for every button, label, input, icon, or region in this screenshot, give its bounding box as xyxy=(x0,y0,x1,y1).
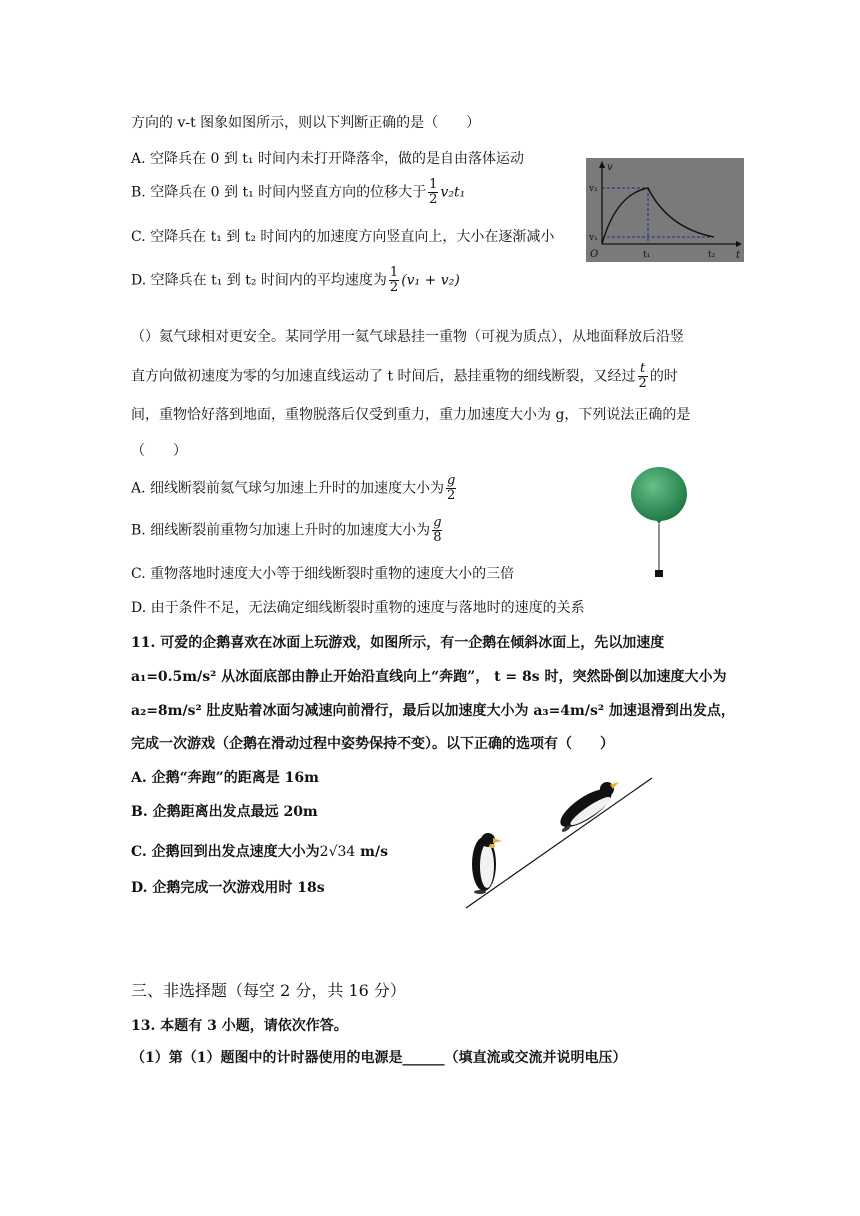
balloon-figure xyxy=(628,466,690,580)
sliding-penguin-icon xyxy=(552,775,626,835)
line2-end: 的时 xyxy=(649,368,678,385)
option-b-text: B. 细线断裂前重物匀加速上升时的加速度大小为 xyxy=(131,522,431,539)
graph-background xyxy=(586,158,744,262)
fraction: $\frac{g}{2}$ xyxy=(447,473,456,503)
balloon-knot xyxy=(656,520,662,524)
q13-intro: 13. 本题有 3 小题，请依次作答。 xyxy=(131,1018,348,1034)
vt-graph-figure xyxy=(586,158,744,262)
question-balloon-line3: 间，重物恰好落到地面，重物脱落后仅受到重力，重力加速度大小为 g，下列说法正确的是 xyxy=(131,407,691,423)
option-d-expr: (v₁ + v₂) xyxy=(401,272,460,289)
q11-line3: a₂=8m/s² 肚皮贴着冰面匀减速向前滑行，最后以加速度大小为 a₃=4m/s² 加速退滑到出发点， xyxy=(131,703,735,719)
label-v2: v₂ xyxy=(589,184,598,194)
fraction: $\frac{g}{8}$ xyxy=(433,515,442,545)
label-t1: t₁ xyxy=(643,250,651,260)
option-b-expr: v₂t₁ xyxy=(440,184,466,201)
q11-option-d: D. 企鹅完成一次游戏用时 18s xyxy=(131,880,325,896)
option-b xyxy=(131,178,465,207)
weight-icon xyxy=(655,570,663,577)
penguin-figure xyxy=(462,774,656,912)
option-c-value: 2√34 xyxy=(319,844,356,860)
q11-option-c xyxy=(131,841,388,861)
option-b-text: B. 空降兵在 0 到 t₁ 时间内竖直方向的位移大于 xyxy=(131,184,427,201)
balloon-option-a xyxy=(131,474,458,503)
q13-part1: （1）第（1）题图中的计时器使用的电源是______（填直流或交流并说明电压） xyxy=(131,1050,627,1066)
question-balloon-line2 xyxy=(131,362,678,391)
option-d-text: D. 空降兵在 t₁ 到 t₂ 时间内的平均速度为 xyxy=(131,272,387,289)
label-origin: O xyxy=(590,249,599,260)
option-c-text: C. 企鹅回到出发点速度大小为 xyxy=(131,844,320,860)
balloon-option-d: D. 由于条件不足，无法确定细线断裂时重物的速度与落地时的速度的关系 xyxy=(131,600,585,616)
fraction: $\frac{1}{2}$ xyxy=(389,265,399,295)
option-d xyxy=(131,266,460,295)
option-a: A. 空降兵在 0 到 t₁ 时间内未打开降落伞，做的是自由落体运动 xyxy=(131,151,524,167)
option-c-unit: m/s xyxy=(355,844,388,860)
q11-option-a: A. 企鹅“奔跑”的距离是 16m xyxy=(131,770,319,786)
line2-text: 直方向做初速度为零的匀加速直线运动了 t 时间后，悬挂重物的细线断裂，又经过 xyxy=(131,368,636,385)
standing-penguin-icon xyxy=(472,833,502,894)
balloon-icon xyxy=(631,467,687,521)
q11-option-b: B. 企鹅距离出发点最远 20m xyxy=(131,804,318,820)
question-balloon-line1: （）氦气球相对更安全。某同学用一氦气球悬挂一重物（可视为质点），从地面释放后沿竖 xyxy=(131,329,684,345)
option-a-text: A. 细线断裂前氦气球匀加速上升时的加速度大小为 xyxy=(131,480,445,497)
q11-line2: a₁=0.5m/s² 从冰面底部由静止开始沿直线向上“奔跑”， t = 8s 时，突然卧倒以加速度大小为 xyxy=(131,669,727,685)
fraction: $\frac{t}{2}$ xyxy=(638,361,647,391)
label-t2: t₂ xyxy=(708,250,716,260)
question-vt-stem: 方向的 v-t 图象如图所示，则以下判断正确的是（ ） xyxy=(131,115,481,131)
q11-line1: 11. 可爱的企鹅喜欢在冰面上玩游戏，如图所示，有一企鹅在倾斜冰面上，先以加速度 xyxy=(131,635,665,651)
balloon-option-b xyxy=(131,516,445,545)
section-title: 三、非选择题（每空 2 分，共 16 分） xyxy=(131,981,406,1000)
question-balloon-line4: （ ） xyxy=(131,443,187,459)
q11-line4: 完成一次游戏（企鹅在滑动过程中姿势保持不变）。以下正确的选项有（ ） xyxy=(131,736,614,752)
label-t: t xyxy=(736,250,741,261)
option-c: C. 空降兵在 t₁ 到 t₂ 时间内的加速度方向竖直向上，大小在逐渐减小 xyxy=(131,229,555,245)
label-v: v xyxy=(607,162,613,173)
balloon-option-c: C. 重物落地时速度大小等于细线断裂时重物的速度大小的三倍 xyxy=(131,566,515,582)
fraction: $\frac{1}{2}$ xyxy=(429,177,438,207)
label-v1: v₁ xyxy=(589,233,598,243)
